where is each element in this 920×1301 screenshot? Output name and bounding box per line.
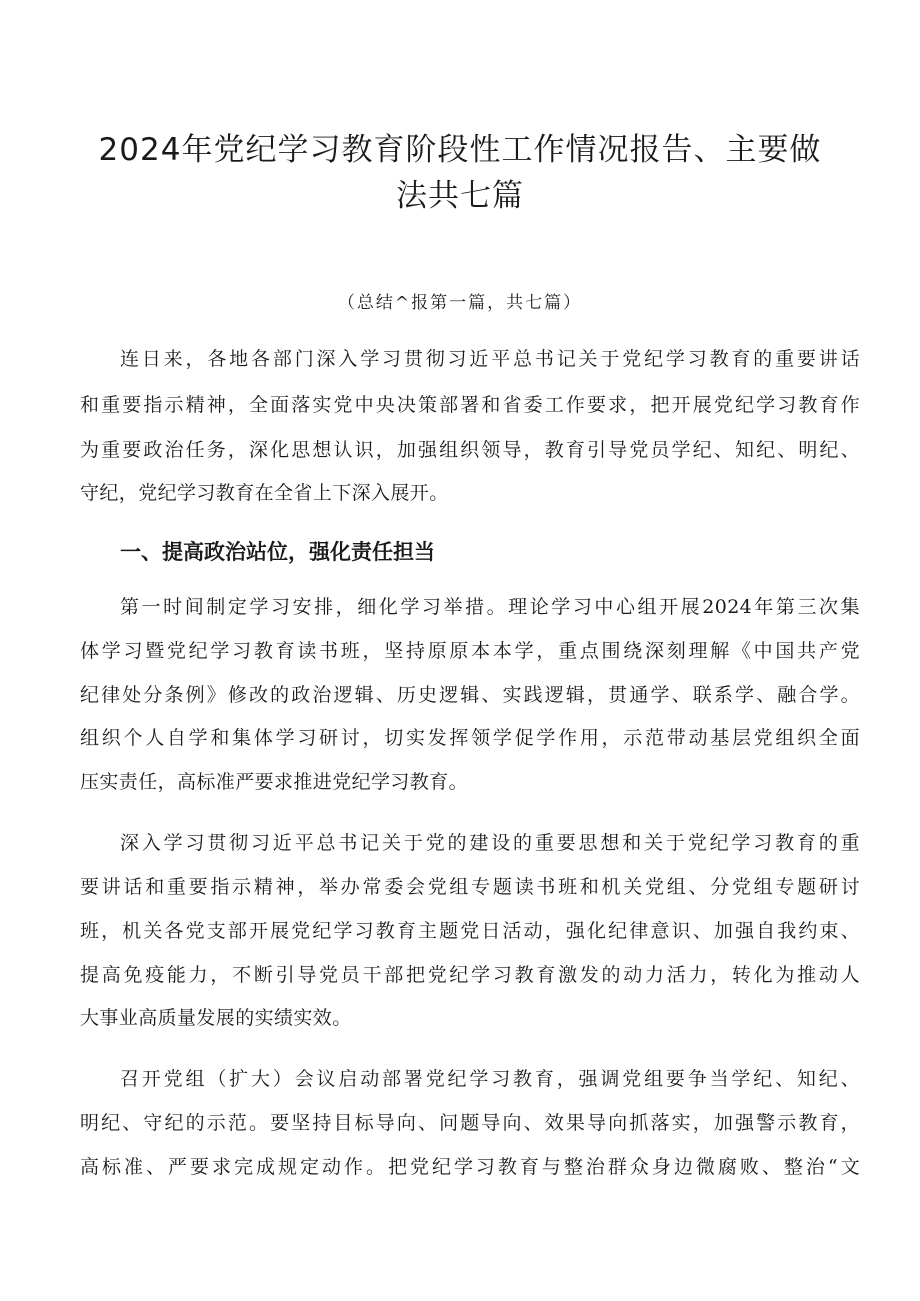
paragraph-4-line-2: 明纪、守纪的示范。要坚持目标导向、问题导向、效果导向抓落实，加强警示教育， xyxy=(80,1112,860,1134)
paragraph-2-line-4: 组织个人自学和集体学习研讨，切实发挥领学促学作用，示范带动基层党组织全面 xyxy=(80,727,860,749)
paragraph-2-line-3: 纪律处分条例》修改的政治逻辑、历史逻辑、实践逻辑，贯通学、联系学、融合学。 xyxy=(80,684,860,706)
paragraph-2-line-2: 体学习暨党纪学习教育读书班，坚持原原本本学，重点围绕深刻理解《中国共产党 xyxy=(80,640,860,662)
document-title-line-1: 2024年党纪学习教育阶段性工作情况报告、主要做 xyxy=(98,132,822,168)
document-subtitle: （总结^报第一篇，共七篇） xyxy=(337,293,583,313)
paragraph-3-line-4: 提高免疫能力，不断引导党员干部把党纪学习教育激发的动力活力，转化为推动人 xyxy=(80,964,860,986)
paragraph-1-line-3: 为重要政治任务，深化思想认识，加强组织领导，教育引导党员学纪、知纪、明纪、 xyxy=(80,439,860,461)
paragraph-3-line-1: 深入学习贯彻习近平总书记关于党的建设的重要思想和关于党纪学习教育的重 xyxy=(120,832,860,854)
paragraph-4-line-3: 高标准、严要求完成规定动作。把党纪学习教育与整治群众身边微腐败、整治“文 xyxy=(80,1156,860,1178)
section-heading-1: 一、提高政治站位，强化责任担当 xyxy=(120,540,435,564)
paragraph-1-line-1: 连日来，各地各部门深入学习贯彻习近平总书记关于党纪学习教育的重要讲话 xyxy=(120,348,860,370)
paragraph-1-line-4: 守纪，党纪学习教育在全省上下深入展开。 xyxy=(80,482,449,504)
paragraph-2-line-1: 第一时间制定学习安排，细化学习举措。理论学习中心组开展2024年第三次集 xyxy=(120,596,860,618)
paragraph-3-line-3: 班，机关各党支部开展党纪学习教育主题党日活动，强化纪律意识、加强自我约束、 xyxy=(80,920,860,942)
paragraph-4-line-1: 召开党组（扩大）会议启动部署党纪学习教育，强调党组要争当学纪、知纪、 xyxy=(120,1068,860,1090)
document-title-line-2: 法共七篇 xyxy=(396,178,524,214)
paragraph-1-line-2: 和重要指示精神，全面落实党中央决策部署和省委工作要求，把开展党纪学习教育作 xyxy=(80,394,860,416)
paragraph-3-line-2: 要讲话和重要指示精神，举办常委会党组专题读书班和机关党组、分党组专题研讨 xyxy=(80,876,860,898)
paragraph-3-line-5: 大事业高质量发展的实绩实效。 xyxy=(80,1007,352,1029)
paragraph-2-line-5: 压实责任，高标准严要求推进党纪学习教育。 xyxy=(80,771,469,793)
